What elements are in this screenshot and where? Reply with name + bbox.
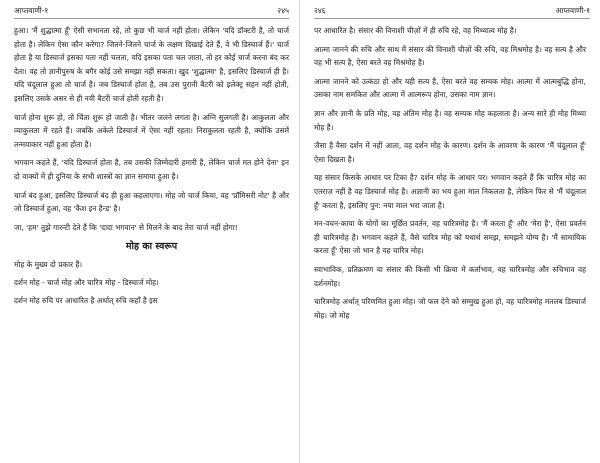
left-header-page-number: २४५ <box>277 6 289 15</box>
section-heading: मोह का स्वरूप <box>125 241 178 253</box>
left-page-body <box>14 24 289 461</box>
paragraph: यह संसार किसके आधार पर टिका है? दर्शन मोह के आधार पर। भगवान कहते हैं कि चारित्र मोह का एतराज़ नहीं है वह डिस्चार्ज मोह है। अज्ञानी का भय हुआ माल निकलता है, लेकिन फिर से 'मैं चंदूलाल हूँ' करता है, इसलिए पुन: नया माल भरा जाता है। <box>314 173 586 210</box>
paragraph: जा, 'हम' तुझे गारन्टी देते हैं कि 'दादा भगवान' से मिलने के बाद तेरा चार्ज नहीं होगा! <box>14 222 238 232</box>
left-page-header <box>14 4 289 19</box>
paragraph: आत्मा जानने को उत्कंठा हो और यही सत्य है, ऐसा बरते वह सम्यक मोह। आत्मा में आत्मबुद्धि होना, उसका नाम समकित और आत्मा में आत्मरूप होना, उसका नाम ज्ञान। <box>314 76 586 100</box>
paragraph: पर आधारित है। संसार की विनाशी चीज़ों में ही रुचि रहे, वह मिथ्यात्व मोह है। <box>314 26 517 35</box>
paragraph: स्वाभाविक, प्रतिक्रमण या संसार की किसी भी क्रिया में कर्ताभाव, वह चारित्रमोह और रुचिभाव वह दर्शनमोह। <box>314 264 586 288</box>
left-header-title: आप्तवाणी-१ <box>14 6 49 15</box>
paragraph: मन-वचन-काया के योगों का मूर्छित प्रवर्तन, वह चारित्रमोह है। 'मैं करता हूँ' और 'मेरा है', ऐसा प्रवर्तन ही चारित्रमोह है। भगवान कहते हैं, वैसे चारित्र मोह को यथार्थ समझ, समझने योग्य है। 'मैं सामायिक करता हूँ' ऐसा जो भान है वह चारित्र मोह। <box>314 219 586 256</box>
paragraph: हुआ। 'मैं शुद्धात्मा हूँ' ऐसी सभानता रहे, तो कुछ भी चार्ज नहीं होता। लेकिन 'यदि डॉक्टरी है, तो चार्ज होता है। लेकिन ऐसा कौन करेगा? जितने-जितने चार्ज के लक्षण दिखाई देते हैं, वे भी डिस्चार्ज हैं।' चार्ज होता है या डिस्चार्ज इसका पता नहीं चलता, यदि इसका पता चल जाता, तो हर कोई चार्ज करना बंद कर देता। वह तो ज्ञानीपुरुष के बगैर कोई उसे समझा नहीं सकता। खुद 'शुद्धात्मा' है, इसलिए डिस्चार्ज ही है। यदि चंदूलाल हुआ तो चार्ज है। जब डिस्चार्ज होता है, तब उस पुरानी बैटरी को इलेक्ट्र सहन नहीं होती, इसलिए उसके असर से ही नयी बैटरी चार्ज होती रहती है। <box>14 26 289 103</box>
text-line: दर्शन मोह रुचि पर आधारित है अर्थात् रुचि कहाँ है इस <box>14 295 158 305</box>
paragraph: आत्मा जानने की रुचि और साथ में संसार की विनाशी चीज़ों की रुचि, वह मिश्रमोह है। वह सत्य है और वह भी सत्य है, ऐसा बरते वह मिश्रमोह है। <box>314 44 586 68</box>
right-page <box>300 0 600 463</box>
paragraph: भगवान कहते हैं, 'यदि डिस्चार्ज होता है, तब उसकी जिम्मेदारी हमारी है, लेकिन चार्ज मत होने देना' इन दो वाक्यों में ही दुनिया के सभी शास्त्रों का ज्ञान समाया हुआ है। <box>14 158 289 181</box>
paragraph: चार्ज बंद हुआ, इसलिए डिस्चार्ज बंद ही हुआ कहलाएगा। मोह जो चार्ज किया, वह 'प्रॉमिसरी नोट' है और जो डिस्चार्ज हुआ, वह 'कैश इन हैन्ड' है। <box>14 190 289 214</box>
text-line: दर्शन मोह - चार्ज मोह और चारित्र मोह - डिस्चार्ज मोह। <box>14 277 159 287</box>
paragraph: ज्ञान और ज्ञानी के प्रति मोह, वह अंतिम मोह है। वह सम्यक मोह कहलाता है। अन्य सारे ही मोह मिथ्या मोह हैं। <box>314 108 586 132</box>
right-page-header <box>314 4 590 19</box>
paragraph: जैसा है वैसा दर्शन में नहीं आता, वह दर्शन मोह के कारण। दर्शन के आवरण के कारण 'मैं चंदूलाल हूँ' ऐसा दिखता है। <box>314 141 586 164</box>
right-header-page-number: २४६ <box>314 6 326 15</box>
right-header-title: आप्तवाणी-१ <box>555 6 590 15</box>
left-page <box>0 0 299 463</box>
right-page-body <box>314 24 586 461</box>
paragraph: चारित्रमोह अर्थात् परिणमित हुआ मोह। जो फल देने को सम्मुख हुआ हो, वह चारित्रमोह मतलब डिस्चार्ज मोह। जो मोह <box>314 297 586 320</box>
text-line: मोह के मुख्य दो प्रकार हैं। <box>14 260 83 270</box>
paragraph: चार्ज होना शुरू हो, तो चिंता शुरू हो जाती है। भीतर जलने लगता है। अग्नि सुलगती है। आकुलता और व्याकुलता में रहते हैं। जबकि अकेले डिस्चार्ज में ऐसा नहीं रहता। निराकुलता रहती है, क्योंकि उसमें तन्मयाकार नहीं हुआ होता है। <box>14 112 289 149</box>
